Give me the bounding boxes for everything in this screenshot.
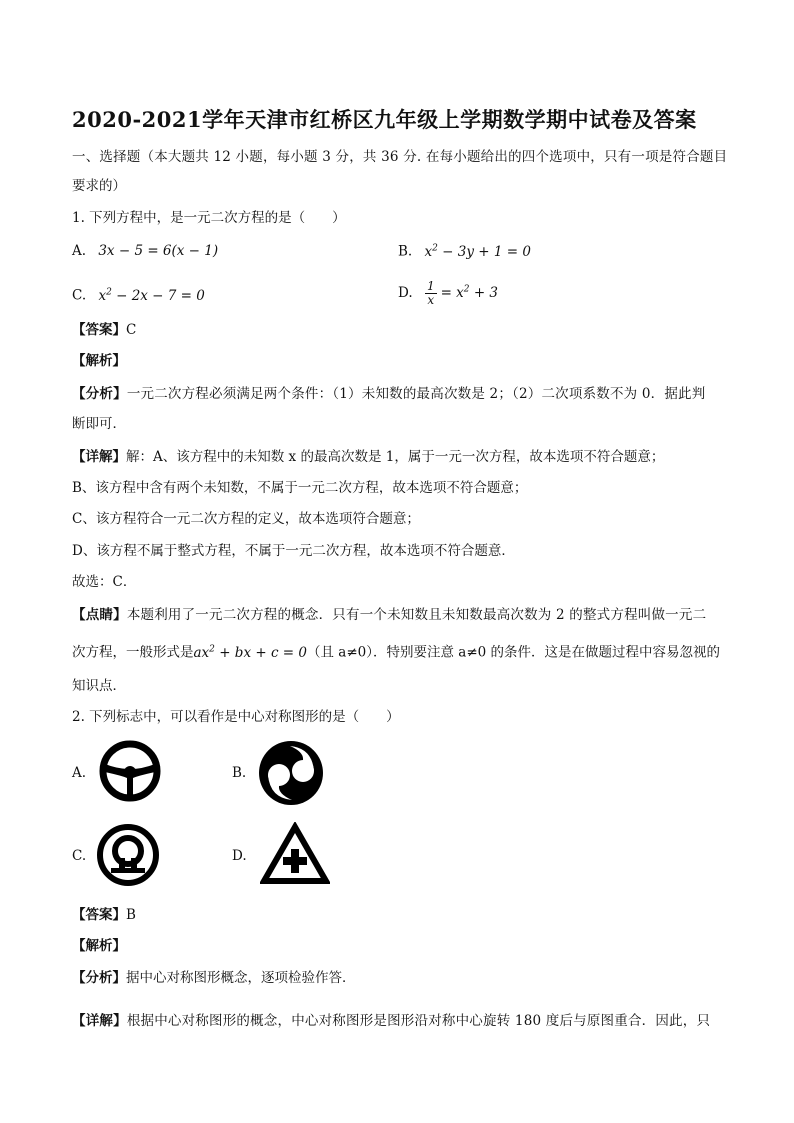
q1-fenxi-cont: 断即可． — [72, 416, 126, 432]
q1-dianjing-end: 知识点． — [72, 678, 126, 694]
question-1-stem: 1. 下列方程中，是一元二次方程的是（ ） — [72, 210, 346, 226]
q1-dianjing: 【点睛】本题利用了一元二次方程的概念．只有一个未知数且未知数最高次数为 2 的整式方程叫做一元二 — [72, 607, 707, 623]
q1-option-b — [398, 243, 531, 260]
q2-letter-d: D. — [232, 848, 247, 864]
q1-answer: 【答案】C — [72, 322, 137, 338]
q1-option-a — [72, 243, 218, 259]
q2-letter-b: B. — [232, 765, 247, 781]
q2-letter-a: A. — [72, 765, 87, 781]
q1-xiangjie-d: D、该方程不属于整式方程，不属于一元二次方程，故本选项不符合题意． — [72, 543, 515, 559]
fraction: $\frac{1}{x}$ — [426, 279, 435, 307]
general-form-formula: $ax^2$ + bx + c = 0 — [193, 644, 307, 661]
q1-choose: 故选：C． — [72, 574, 137, 590]
q1-fenxi: 【分析】一元二次方程必须满足两个条件：（1）未知数的最高次数是 2；（2）二次项系数不为 0．据此判 — [72, 386, 706, 402]
q1-xiangjie: 【详解】解：A、该方程中的未知数 x 的最高次数是 1，属于一元一次方程，故本选项不符合题意； — [72, 449, 665, 465]
q2-letter-c: C. — [72, 848, 87, 864]
option-letter: B. — [398, 243, 413, 260]
section-heading-cont: 要求的） — [72, 178, 126, 194]
triangle-plus-logo — [260, 822, 330, 886]
q2-fenxi: 【分析】据中心对称图形概念，逐项检验作答． — [72, 970, 356, 986]
steering-wheel-logo — [97, 738, 163, 804]
q2-analysis-label: 【解析】 — [72, 938, 126, 954]
q2-xiangjie: 【详解】根据中心对称图形的概念，中心对称图形是图形沿对称中心旋转 180 度后与原图重合．因此，只 — [72, 1013, 711, 1029]
option-letter: D. — [398, 285, 413, 301]
section-heading: 一、选择题（本大题共 12 小题，每小题 3 分，共 36 分. 在每小题给出的四个选项中，只有一项是符合题目 — [72, 149, 728, 165]
railway-logo — [95, 822, 161, 888]
q1-dianjing-cont: 次方程，一般形式是$ax^2$ + bx + c = 0（且 a≠0）．特别要注意 a≠0 的条件．这是在做题过程中容易忽视的 — [72, 644, 721, 661]
option-expression: $x^2 - 3y + 1 = 0$ — [424, 243, 531, 260]
double-comma-logo — [256, 738, 326, 808]
option-expression: = $x^2 + 3$ — [440, 284, 499, 301]
option-expression: $x^2 - 2x - 7 = 0$ — [98, 287, 205, 304]
q1-option-c — [72, 287, 205, 304]
option-letter: A. — [72, 243, 87, 259]
page-title: 2020-2021学年天津市红桥区九年级上学期数学期中试卷及答案 — [72, 107, 697, 132]
q1-xiangjie-c: C、该方程符合一元二次方程的定义，故本选项符合题意； — [72, 511, 420, 527]
q1-option-d — [398, 280, 498, 307]
q1-analysis-label: 【解析】 — [72, 353, 126, 369]
q2-answer: 【答案】B — [72, 907, 136, 923]
question-2-stem: 2. 下列标志中，可以看作是中心对称图形的是（ ） — [72, 709, 400, 725]
option-letter: C. — [72, 287, 87, 304]
q1-xiangjie-b: B、该方程中含有两个未知数，不属于一元二次方程，故本选项不符合题意； — [72, 480, 528, 496]
option-expression: 3x − 5 = 6(x − 1) — [98, 243, 219, 259]
